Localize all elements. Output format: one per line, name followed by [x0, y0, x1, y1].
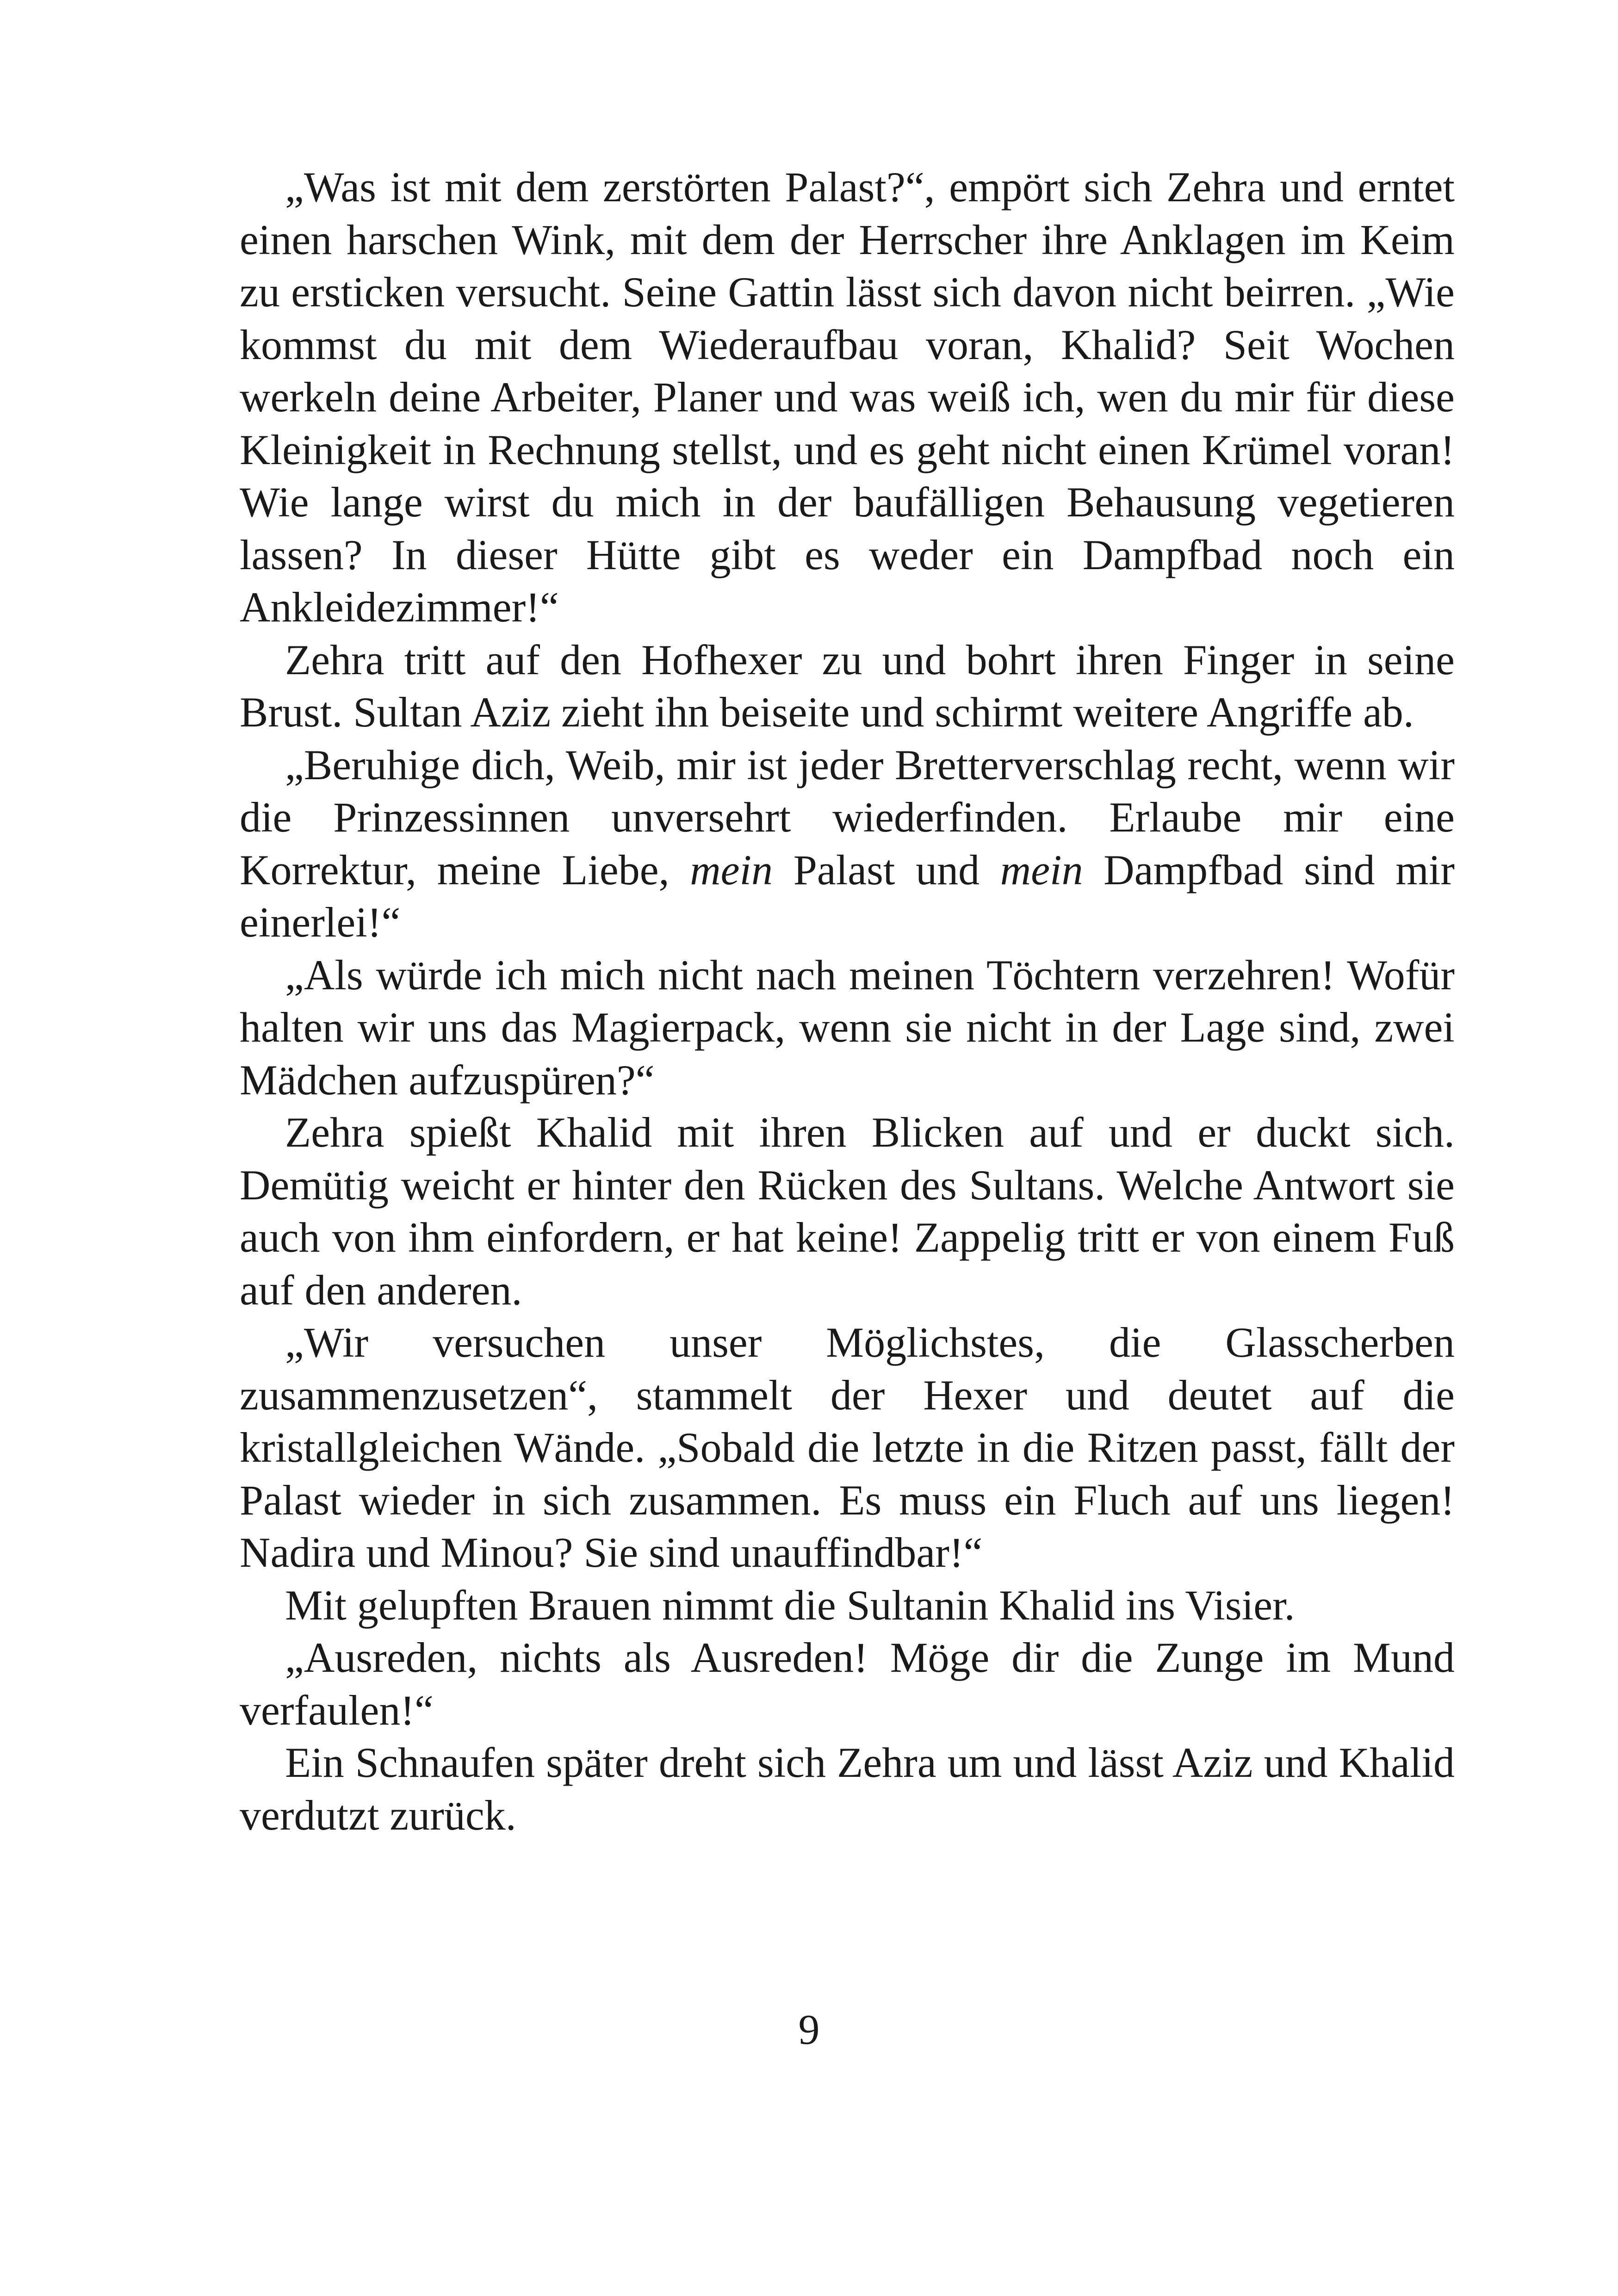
paragraph-text: Palast und [773, 846, 1000, 894]
emphasis-text: mein [690, 846, 773, 894]
paragraph-text: „Als würde ich mich nicht nach meinen Töchtern verzehren! Wofür halten wir uns das Magierpack, wenn sie nicht in der Lage sind, zwei Mädchen aufzuspüren?“ [240, 951, 1455, 1104]
paragraph-text: Dampfbad sind mir einerlei!“ [240, 846, 1455, 946]
paragraph [240, 1737, 1455, 1842]
paragraph [240, 949, 1455, 1107]
book-page-body [240, 161, 1455, 1842]
paragraph-text: „Beruhige dich, Weib, mir ist jeder Bretterverschlag recht, wenn wir die Prinzessinnen unversehrt wiederfinden. Erlaube mir eine Korrektur, meine Liebe, [240, 741, 1455, 894]
paragraph-text: „Was ist mit dem zerstörten Palast?“, empört sich Zehra und erntet einen harschen Wink, mit dem der Herrscher ihre Anklagen im Keim zu ersticken versucht. Seine Gattin lässt sich davon nicht beirren. „Wie kommst du mit dem Wiederaufbau voran, Khalid? Seit Wochen werkeln deine Arbeiter, Planer und was weiß ich, wen du mir für diese Kleinigkeit in Rechnung stellst, und es geht nicht einen Krümel voran! Wie lange wirst du mich in der baufälligen Behausung vegetieren lassen? In dieser Hütte gibt es weder ein Dampfbad noch ein Ankleidezimmer!“ [240, 163, 1455, 631]
emphasis-text: mein [1000, 846, 1083, 894]
paragraph [240, 1316, 1455, 1579]
paragraph [240, 1579, 1455, 1632]
paragraph-text: Mit gelupften Brauen nimmt die Sultanin Khalid ins Visier. [285, 1581, 1295, 1629]
paragraph-text: Zehra spießt Khalid mit ihren Blicken auf und er duckt sich. Demütig weicht er hinter den Rücken des Sultans. Welche Antwort sie auch von ihm einfordern, er hat keine! Zappelig tritt er von einem Fuß auf den anderen. [240, 1109, 1455, 1314]
paragraph [240, 1632, 1455, 1737]
paragraph [240, 739, 1455, 949]
paragraph-text: Ein Schnaufen später dreht sich Zehra um und lässt Aziz und Khalid verdutzt zurück. [240, 1739, 1455, 1839]
paragraph [240, 161, 1455, 634]
paragraph-text: „Ausreden, nichts als Ausreden! Möge dir die Zunge im Mund verfaulen!“ [240, 1634, 1455, 1734]
paragraph [240, 1106, 1455, 1316]
page-number: 9 [798, 2006, 820, 2053]
paragraph-text: Zehra tritt auf den Hofhexer zu und bohrt ihren Finger in seine Brust. Sultan Aziz zieht ihn beiseite und schirmt weitere Angriffe ab. [240, 636, 1455, 736]
paragraph [240, 634, 1455, 739]
paragraph-text: „Wir versuchen unser Möglichstes, die Glasscherben zusammenzusetzen“, stammelt der Hexer und deutet auf die kristallgleichen Wände. „Sobald die letzte in die Ritzen passt, fällt der Palast wieder in sich zusammen. Es muss ein Fluch auf uns liegen! Nadira und Minou? Sie sind unauffindbar!“ [240, 1319, 1455, 1576]
